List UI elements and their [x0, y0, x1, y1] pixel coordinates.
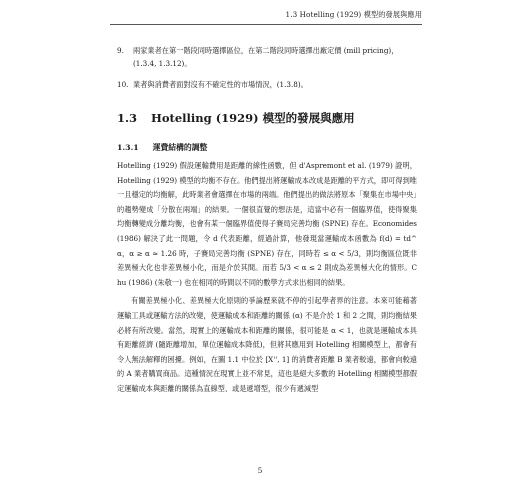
section-title: Hotelling (1929) 模型的發展與應用 [151, 111, 355, 125]
page-number: 5 [257, 466, 263, 475]
running-header: 1.3 Hotelling (1929) 模型的發展與應用 [285, 10, 422, 19]
subsection-heading [117, 142, 207, 153]
header-rule [110, 24, 422, 25]
list-item [117, 44, 417, 70]
list-item-text: 兩家業者在第一階段同時選擇區位，在第二階段同時選擇出廠定價 (mill pricing)，(1.3.4, 1.3.12)。 [133, 46, 399, 68]
paragraph: Hotelling (1929) 假設運輸費用是距離的線性函數，但 d'Aspremont et al. (1979) 證明，Hotelling (1929) 模型的均衡不存在。他們提出將運輸成本改成是距離的平方式，即可得到唯一且穩定的均衡解，此時業者會選擇在市場的兩端。他們提出的做法將原本「聚集在市場中央」的趨勢變成「分散在兩端」的結果。一個很直覺的想法是，這當中必有一個臨界值，使得聚集均衡轉變成分離均衡，也會有某一個臨界值使得子賽局完善均衡 (SPNE) 存在。Economides (1986) 解決了此一問題，令 d 代表距離，經過計算，他發現當運輸成本函數為 f(d) = td^α，α ≥ α ≈ 1.26 時，子賽局完善均衡 (SPNE) 存在，同時若 ≤ α < 5/3，則均衡區位既非差異極大化也非差異極小化，而是介於其間。而若 5/3 < α ≤ 2 則成為差異極大化的情形。Chu (1986) (朱敬一) 也在相同的時間以不同的數學方式求出相同的結果。 [117, 161, 417, 287]
section-number: 1.3 [117, 111, 138, 125]
body-text [117, 159, 417, 401]
list-item-number: 9. [117, 46, 124, 55]
list-item-number: 10. [117, 80, 129, 89]
list-item [117, 78, 417, 91]
assumption-list [117, 44, 417, 99]
paragraph: 有關差異極小化、差異極大化原則的爭論歷來就不停的引起學者界的注意。本來可能藉著運輸工具或運輸方法的改變，使運輸成本和距離的關係 (α) 不是介於 1 和 2 之間，則均衡結果必將有所改變。當然，現實上的運輸成本和距離的關係，很可能是 α < 1，也就是運輸成本具有距離經濟 (隨距離增加，單位運輸成本降低)，但將其應用到 Hotelling 相關模型上，都會有令人無法解釋的困擾。例如，在圖 1.1 中位於 [X'', 1] 的消費者距離 B 業者較遠，都會向較遠的 A 業者購買商品。這種情況在現實上並不常見，這也是絕大多數的 Hotelling 相關模型都假定運輸成本與距離的關係為直線型、或是遞增型，很少有遞減型 [117, 296, 417, 393]
subsection-title: 運費結構的調整 [152, 143, 208, 152]
list-item-text: 業者與消費者面對沒有不確定性的市場情況，(1.3.8)。 [133, 80, 308, 89]
section-heading [117, 110, 355, 126]
subsection-number: 1.3.1 [117, 143, 139, 152]
